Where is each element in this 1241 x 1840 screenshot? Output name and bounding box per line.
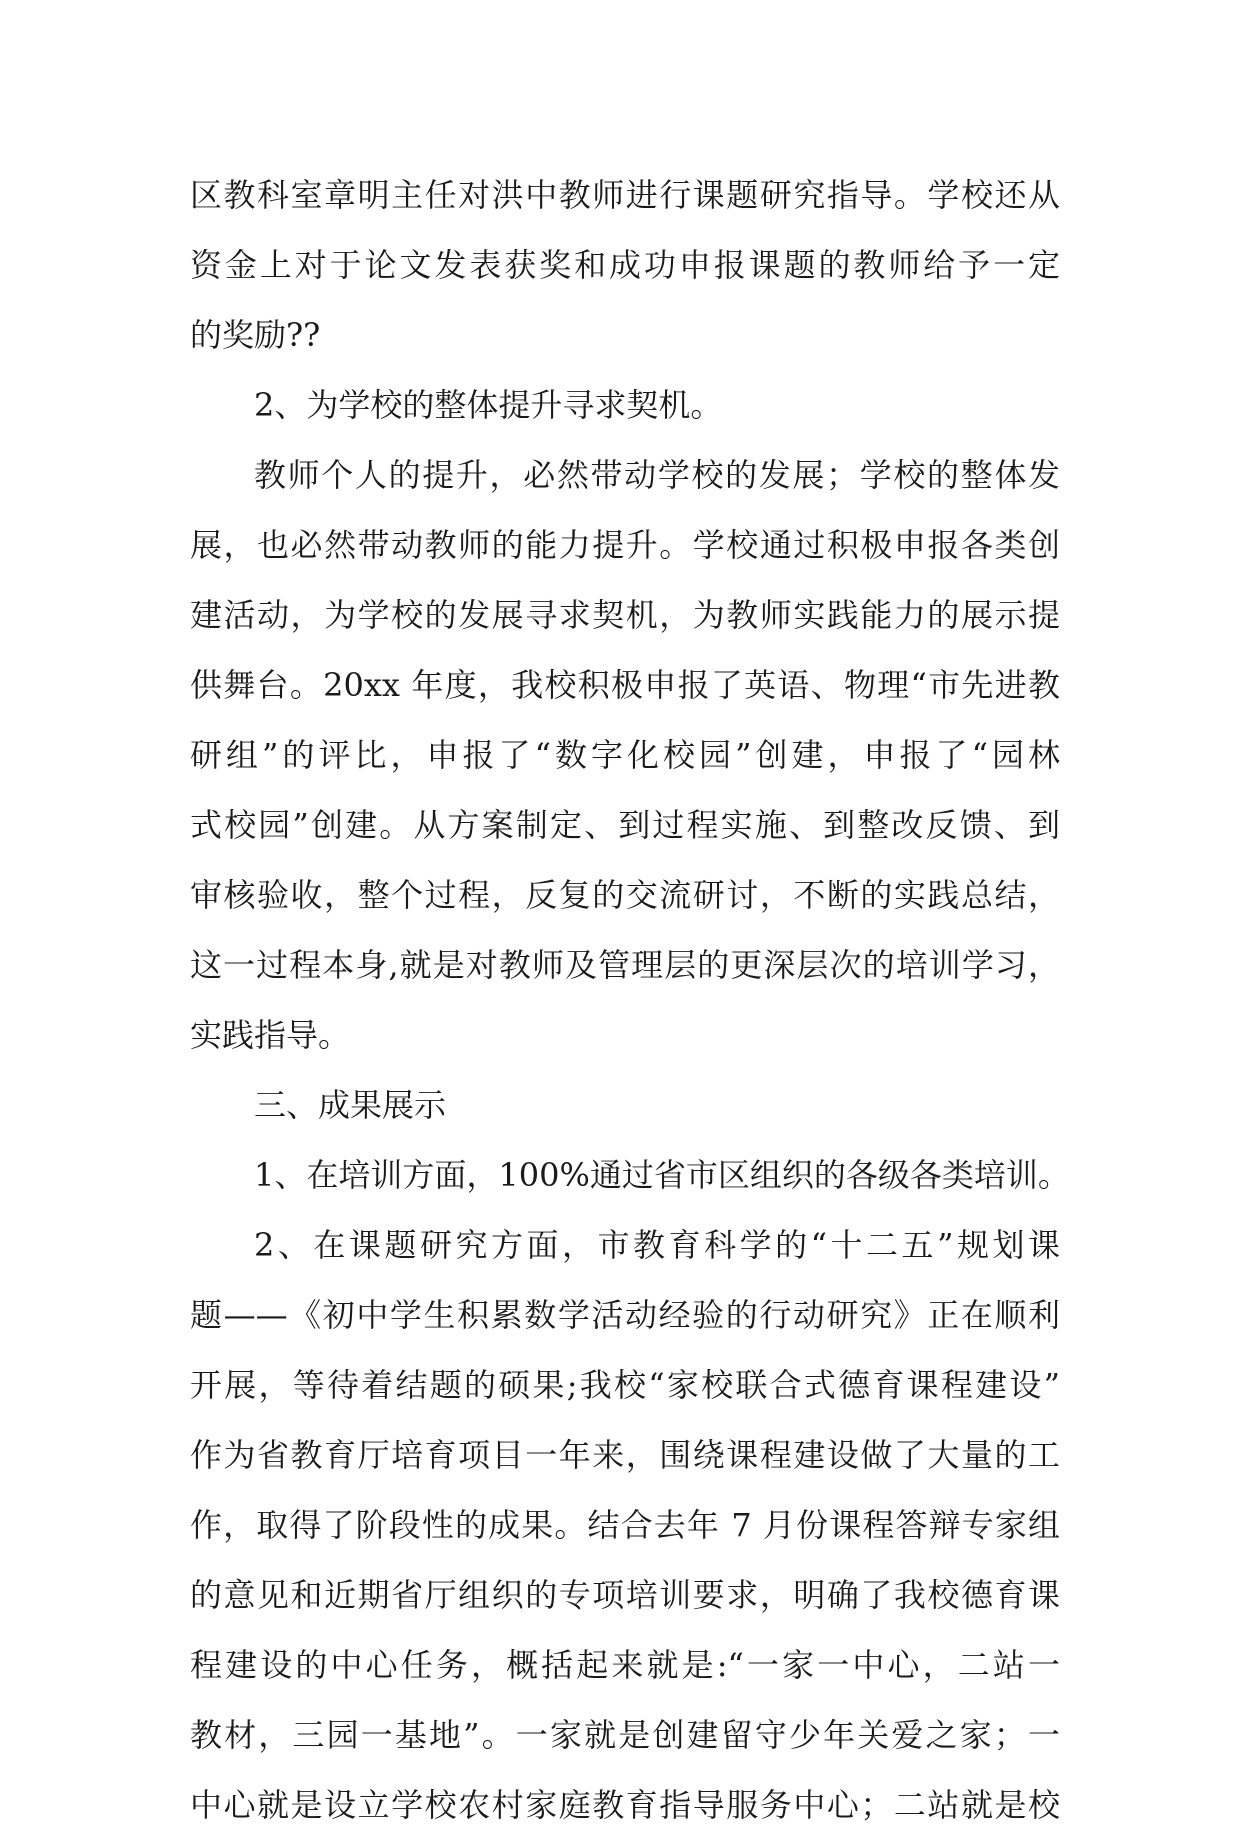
text-line: 式校园”创建。从方案制定、到过程实施、到整改反馈、到 xyxy=(190,806,1060,844)
text-line: 展，也必然带动教师的能力提升。学校通过积极申报各类创 xyxy=(190,526,1060,564)
text-line: 供舞台。20xx 年度，我校积极申报了英语、物理“市先进教 xyxy=(190,666,1060,704)
text-line: 作，取得了阶段性的成果。结合去年 7 月份课程答辩专家组 xyxy=(190,1506,1060,1544)
text-line: 的意见和近期省厅组织的专项培训要求，明确了我校德育课 xyxy=(190,1576,1060,1614)
body-text xyxy=(190,160,1070,1840)
text-line: 程建设的中心任务，概括起来就是:“一家一中心，二站一 xyxy=(190,1646,1060,1684)
text-line: 实践指导。 xyxy=(190,1016,351,1054)
text-line: 题——《初中学生积累数学活动经验的行动研究》正在顺利 xyxy=(190,1296,1060,1334)
text-line: 建活动，为学校的发展寻求契机，为教师实践能力的展示提 xyxy=(190,596,1060,634)
text-line: 开展，等待着结题的硕果;我校“家校联合式德育课程建设” xyxy=(190,1366,1060,1404)
text-line: 中心就是设立学校农村家庭教育指导服务中心；二站就是校 xyxy=(190,1786,1060,1824)
section-heading: 2、为学校的整体提升寻求契机。 xyxy=(254,386,723,424)
text-line: 的奖励?? xyxy=(190,316,321,354)
text-line: 这一过程本身,就是对教师及管理层的更深层次的培训学习， xyxy=(190,946,1060,984)
text-line: 教材，三园一基地”。一家就是创建留守少年关爱之家；一 xyxy=(190,1716,1060,1754)
text-line: 区教科室章明主任对洪中教师进行课题研究指导。学校还从 xyxy=(190,176,1060,214)
text-line: 资金上对于论文发表获奖和成功申报课题的教师给予一定 xyxy=(190,246,1060,284)
text-line: 研组”的评比，申报了“数字化校园”创建，申报了“园林 xyxy=(190,736,1060,774)
text-line: 2、在课题研究方面，市教育科学的“十二五”规划课 xyxy=(254,1226,1060,1264)
text-line: 1、在培训方面，100%通过省市区组织的各级各类培训。 xyxy=(254,1156,1070,1194)
text-line: 作为省教育厅培育项目一年来，围绕课程建设做了大量的工 xyxy=(190,1436,1060,1474)
section-heading: 三、成果展示 xyxy=(254,1086,447,1124)
text-line: 审核验收，整个过程，反复的交流研讨，不断的实践总结， xyxy=(190,876,1060,914)
text-line: 教师个人的提升，必然带动学校的发展；学校的整体发 xyxy=(254,456,1060,494)
